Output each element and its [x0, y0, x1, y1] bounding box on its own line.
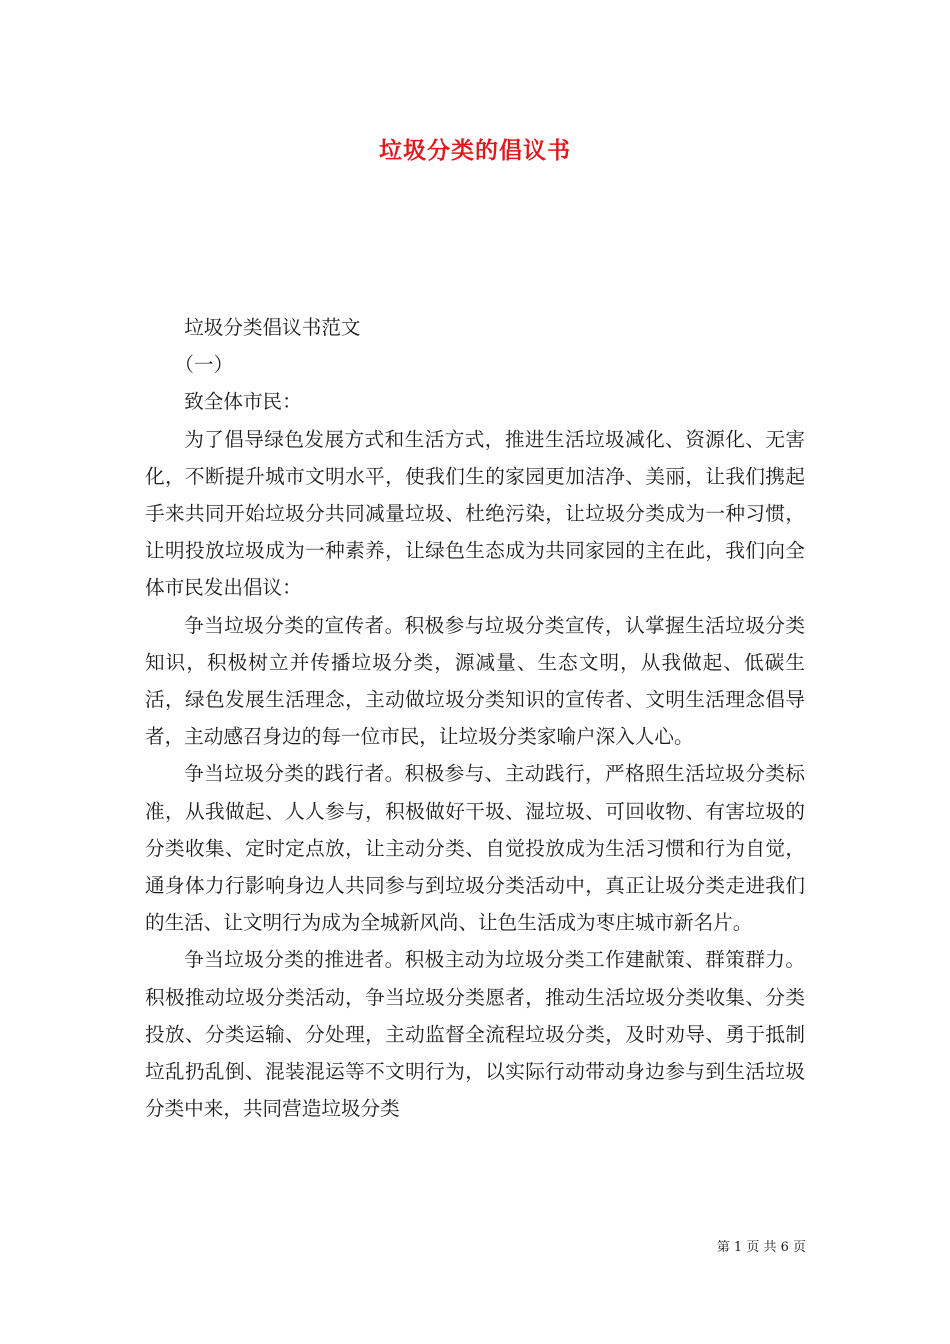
document-title: 垃圾分类的倡议书: [379, 137, 571, 164]
page-number-footer: 第 1 页 共 6 页: [716, 1240, 806, 1255]
paragraph-advancer: 争当垃圾分类的推进者。积极主动为垃圾分类工作建献策、群策群力。积极推动垃圾分类活动，争当垃圾分类愿者，推动生活垃圾分类收集、分类投放、分类运输、分处理，主动监督全流程垃圾分类，及时劝导、勇于抵制垃乱扔乱倒、混装混运等不文明行为，以实际行动带动身边参与到生活垃圾分类中来，共同营造垃圾分类: [145, 948, 805, 1121]
paragraph-intro: 为了倡导绿色发展方式和生活方式，推进生活垃圾减化、资源化、无害化，不断提升城市文明水平，使我们生的家园更加洁净、美丽，让我们携起手来共同开始垃圾分共同减量垃圾、杜绝污染，让垃圾分类成为一种习惯，让明投放垃圾成为一种素养，让绿色生态成为共同家园的主在此，我们向全体市民发出倡议：: [145, 427, 805, 600]
paragraph-practitioner: 争当垃圾分类的践行者。积极参与、主动践行，严格照生活垃圾分类标准，从我做起、人人参与，积极做好干圾、湿垃圾、可回收物、有害垃圾的分类收集、定时定点放，让主动分类、自觉投放成为生活习惯和行为自觉，通身体力行影响身边人共同参与到垃圾分类活动中，真正让圾分类走进我们的生活、让文明行为成为全城新风尚、让色生活成为枣庄城市新名片。: [145, 762, 805, 935]
paragraph-promoter: 争当垃圾分类的宣传者。积极参与垃圾分类宣传，认掌握生活垃圾分类知识，积极树立并传播垃圾分类，源减量、生态文明，从我做起、低碳生活，绿色发展生活理念，主动做垃圾分类知识的宣传者、文明生活理念倡导者，主动感召身边的每一位市民，让垃圾分类家喻户深入人心。: [145, 613, 805, 749]
document-body: [145, 309, 805, 1127]
subtitle: 垃圾分类倡议书范文: [184, 316, 361, 339]
section-number: （一）: [174, 353, 234, 377]
salutation: 致全体市民：: [184, 390, 302, 414]
